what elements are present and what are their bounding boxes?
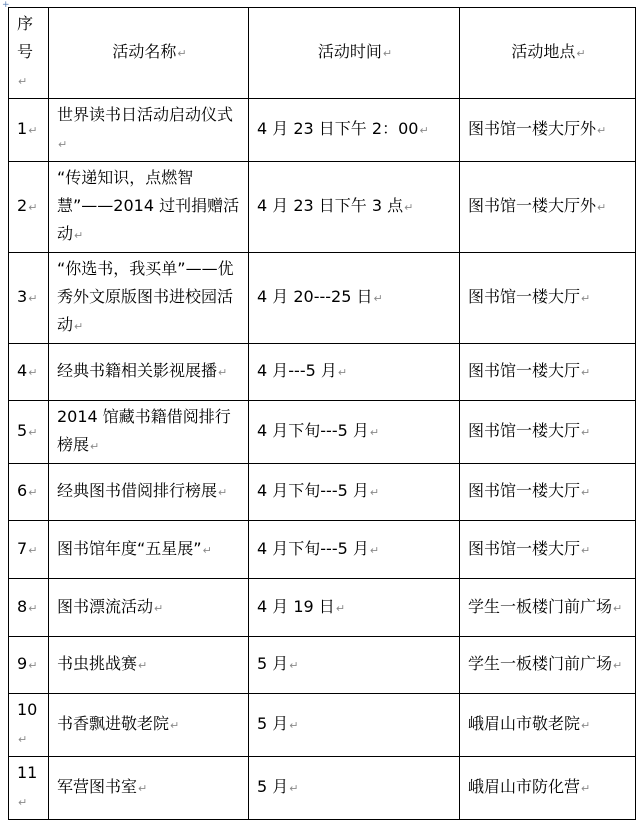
row-no-cell	[9, 637, 49, 694]
header-name-label: 活动名称	[112, 42, 177, 61]
table-row	[9, 694, 636, 757]
row-time-cell	[249, 521, 460, 579]
paragraph-mark-icon: ↵	[289, 782, 299, 795]
paragraph-mark-icon: ↵	[581, 366, 591, 379]
paragraph-mark-icon: ↵	[373, 292, 383, 305]
row-time-text: 4 月下旬---5 月	[257, 421, 369, 440]
paragraph-mark-icon: ↵	[202, 543, 212, 557]
row-place-cell	[460, 253, 636, 344]
row-name-text: 经典图书借阅排行榜展	[57, 481, 218, 500]
paragraph-mark-icon: ↵	[597, 124, 607, 137]
paragraph-mark-icon: ↵	[581, 486, 591, 499]
paragraph-mark-icon: ↵	[74, 229, 84, 242]
paragraph-mark-icon: ↵	[289, 719, 299, 732]
row-no-cell	[9, 99, 49, 162]
row-no-cell	[9, 253, 49, 344]
paragraph-mark-icon: ↵	[18, 75, 28, 88]
row-name-cell	[49, 401, 249, 464]
table-row	[9, 464, 636, 521]
row-time-text: 4 月 23 日下午 2：00	[257, 119, 419, 138]
row-no-text: 4	[17, 361, 28, 380]
row-no-cell	[9, 344, 49, 401]
row-no-text: 1	[17, 119, 28, 138]
paragraph-mark-icon: ↵	[335, 601, 346, 615]
row-no-cell	[9, 757, 49, 820]
row-time-cell	[249, 579, 460, 637]
paragraph-mark-icon: ↵	[597, 201, 607, 214]
row-name-cell	[49, 464, 249, 521]
row-no-text: 11	[17, 763, 38, 782]
paragraph-mark-icon: ↵	[218, 486, 228, 499]
paragraph-mark-icon: ↵	[18, 796, 28, 809]
activity-table	[8, 7, 636, 820]
row-place-cell	[460, 344, 636, 401]
table-row	[9, 579, 636, 637]
paragraph-mark-icon: ↵	[58, 138, 68, 151]
row-place-text: 图书馆一楼大厅	[468, 287, 581, 306]
table-row	[9, 99, 636, 162]
row-time-cell	[249, 253, 460, 344]
header-no-label: 序号	[17, 14, 34, 61]
row-name-text: 世界读书日活动启动仪式	[57, 105, 234, 124]
row-name-text: “你选书，我买单”——优秀外文原版图书进校园活动	[57, 259, 234, 334]
paragraph-mark-icon: ↵	[18, 733, 28, 746]
row-name-text: 经典书籍相关影视展播	[57, 361, 218, 380]
row-place-cell	[460, 401, 636, 464]
table-row	[9, 521, 636, 579]
row-time-text: 4 月---5 月	[257, 361, 337, 380]
row-name-cell	[49, 757, 249, 820]
row-name-text: 2014 馆藏书籍借阅排行榜展	[57, 407, 231, 454]
row-name-cell	[49, 253, 249, 344]
row-time-cell	[249, 757, 460, 820]
paragraph-mark-icon: ↵	[28, 543, 38, 557]
row-name-cell	[49, 637, 249, 694]
row-name-cell	[49, 694, 249, 757]
row-no-cell	[9, 694, 49, 757]
row-no-text: 6	[17, 481, 28, 500]
row-no-text: 7	[17, 538, 28, 558]
paragraph-mark-icon: ↵	[404, 201, 414, 214]
row-place-text: 图书馆一楼大厅	[468, 361, 581, 380]
paragraph-mark-icon: ↵	[138, 659, 148, 672]
paragraph-mark-icon: ↵	[581, 292, 591, 305]
paragraph-mark-icon: ↵	[28, 292, 38, 305]
row-no-cell	[9, 521, 49, 579]
row-place-text: 图书馆一楼大厅外	[468, 119, 597, 138]
row-place-text: 图书馆一楼大厅	[468, 481, 581, 500]
row-name-cell	[49, 162, 249, 253]
paragraph-mark-icon: ↵	[28, 659, 38, 672]
row-name-text: 书虫挑战赛	[57, 654, 138, 673]
paragraph-mark-icon: ↵	[576, 47, 586, 60]
row-name-cell	[49, 521, 249, 579]
row-place-text: 图书馆一楼大厅外	[468, 196, 597, 215]
row-place-cell	[460, 162, 636, 253]
paragraph-mark-icon: ↵	[28, 124, 38, 137]
row-no-text: 8	[17, 596, 28, 616]
paragraph-mark-icon: ↵	[154, 601, 164, 615]
row-name-cell	[49, 344, 249, 401]
row-time-cell	[249, 99, 460, 162]
paragraph-mark-icon: ↵	[613, 659, 623, 672]
row-no-text: 3	[17, 287, 28, 306]
row-no-cell	[9, 579, 49, 637]
row-place-cell	[460, 694, 636, 757]
row-name-text: 图书馆年度“五星展”	[57, 538, 202, 558]
row-no-text: 10	[17, 700, 38, 719]
row-name-text: 书香飘进敬老院	[57, 714, 170, 733]
paragraph-mark-icon: ↵	[382, 47, 393, 60]
row-no-text: 2	[17, 196, 28, 215]
row-name-text: 军营图书室	[57, 777, 138, 796]
header-place-cell	[460, 8, 636, 99]
row-name-text: 图书漂流活动	[57, 596, 154, 616]
paragraph-mark-icon: ↵	[74, 320, 84, 333]
table-row	[9, 162, 636, 253]
paragraph-mark-icon: ↵	[170, 719, 180, 732]
row-no-text: 5	[17, 421, 28, 440]
paragraph-mark-icon: ↵	[419, 124, 429, 137]
paragraph-mark-icon: ↵	[369, 486, 380, 499]
row-time-text: 4 月下旬---5 月	[257, 538, 369, 558]
row-time-text: 5 月	[257, 654, 289, 673]
row-place-text: 图书馆一楼大厅	[468, 421, 581, 440]
row-time-text: 4 月 23 日下午 3 点	[257, 196, 404, 215]
row-time-cell	[249, 637, 460, 694]
row-place-cell	[460, 99, 636, 162]
row-name-cell	[49, 99, 249, 162]
paragraph-mark-icon: ↵	[581, 782, 591, 795]
table-row	[9, 253, 636, 344]
row-place-cell	[460, 521, 636, 579]
row-place-cell	[460, 579, 636, 637]
paragraph-mark-icon: ↵	[369, 426, 380, 439]
paragraph-mark-icon: ↵	[90, 440, 100, 453]
table-row	[9, 757, 636, 820]
paragraph-mark-icon: ↵	[581, 426, 591, 439]
paragraph-mark-icon: ↵	[218, 366, 228, 379]
header-place-label: 活动地点	[511, 42, 576, 61]
row-time-text: 4 月下旬---5 月	[257, 481, 369, 500]
table-row	[9, 401, 636, 464]
row-time-text: 5 月	[257, 714, 289, 733]
table-row	[9, 637, 636, 694]
row-name-text: “传递知识，点燃智慧”——2014 过刊捐赠活动	[57, 168, 240, 243]
row-place-text: 峨眉山市防化营	[468, 777, 581, 796]
paragraph-mark-icon: ↵	[138, 782, 148, 795]
row-place-text: 峨眉山市敬老院	[468, 714, 581, 733]
row-time-cell	[249, 464, 460, 521]
paragraph-mark-icon: ↵	[581, 543, 591, 557]
row-place-cell	[460, 637, 636, 694]
row-time-text: 4 月 19 日	[257, 596, 335, 616]
paragraph-mark-icon: ↵	[28, 486, 38, 499]
row-time-cell	[249, 344, 460, 401]
paragraph-mark-icon: ↵	[177, 47, 187, 60]
row-no-cell	[9, 162, 49, 253]
paragraph-mark-icon: ↵	[28, 366, 38, 379]
row-place-text: 图书馆一楼大厅	[468, 538, 581, 558]
row-time-cell	[249, 162, 460, 253]
row-time-text: 4 月 20---25 日	[257, 287, 373, 306]
header-time-label: 活动时间	[317, 42, 382, 61]
paragraph-mark-icon: ↵	[28, 426, 38, 439]
row-place-text: 学生一板楼门前广场	[468, 654, 613, 673]
table-header-row	[9, 8, 636, 99]
paragraph-mark-icon: ↵	[289, 659, 299, 672]
header-time-cell	[249, 8, 460, 99]
row-name-cell	[49, 579, 249, 637]
header-no-cell	[9, 8, 49, 99]
row-no-cell	[9, 401, 49, 464]
row-place-cell	[460, 464, 636, 521]
header-name-cell	[49, 8, 249, 99]
row-place-text: 学生一板楼门前广场	[468, 596, 613, 616]
row-no-text: 9	[17, 654, 28, 673]
table-row	[9, 344, 636, 401]
table-anchor-icon: +	[2, 0, 10, 10]
row-time-cell	[249, 401, 460, 464]
row-time-text: 5 月	[257, 777, 289, 796]
paragraph-mark-icon: ↵	[369, 543, 380, 557]
row-no-cell	[9, 464, 49, 521]
paragraph-mark-icon: ↵	[28, 201, 38, 214]
paragraph-mark-icon: ↵	[28, 601, 38, 615]
paragraph-mark-icon: ↵	[613, 601, 623, 615]
paragraph-mark-icon: ↵	[337, 366, 348, 379]
row-time-cell	[249, 694, 460, 757]
row-place-cell	[460, 757, 636, 820]
paragraph-mark-icon: ↵	[581, 719, 591, 732]
